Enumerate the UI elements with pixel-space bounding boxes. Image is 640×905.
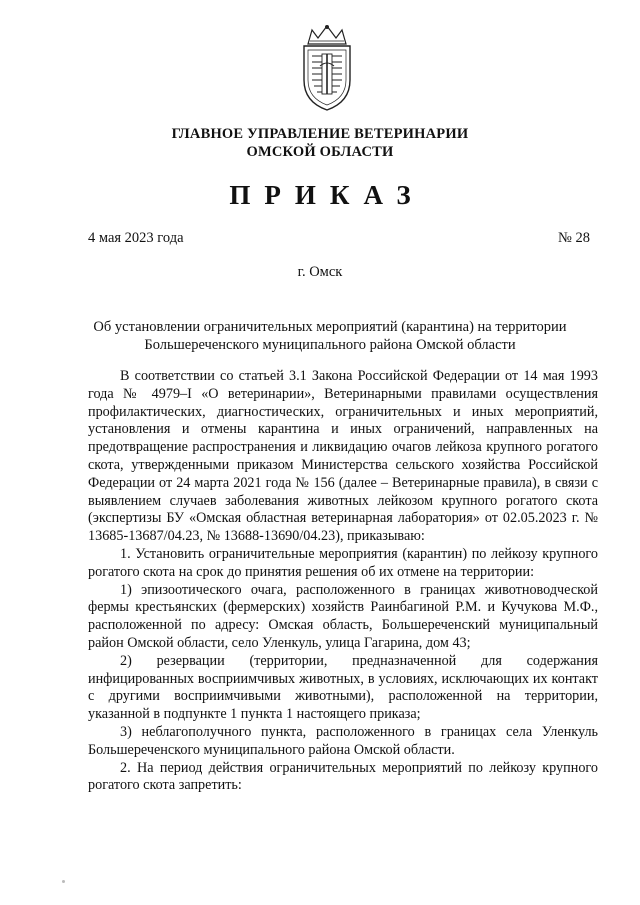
document-subject: Об установлении ограничительных мероприятий (карантина) на территории Большереченского муниципального района Омской области bbox=[93, 319, 567, 353]
document-body bbox=[88, 368, 598, 795]
coat-of-arms-emblem bbox=[298, 22, 356, 114]
subitem-1-paragraph: 1) эпизоотического очага, расположенного в границах животноводческой фермы крестьянских (фермерских) хозяйств Раинбагиной Р.М. и Кучукова М.Ф., расположенной по адресу: Омская область, Большереченский муниципальный район Омской области, село Уленкуль, улица Гагарина, дом 43; bbox=[88, 581, 598, 651]
scan-mark bbox=[62, 880, 65, 883]
subitem-2-paragraph: 2) резервации (территории, предназначенной для содержания инфицированных восприимчивых животных, в условиях, исключающих их контакт с другими восприимчивыми животными), расположенной на территории, указанной в подпункте 1 пункта 1 настоящего приказа; bbox=[88, 652, 598, 723]
organization-name-line1: ГЛАВНОЕ УПРАВЛЕНИЕ ВЕТЕРИНАРИИ bbox=[171, 126, 469, 142]
coat-of-arms-icon bbox=[298, 22, 356, 114]
document-date: 4 мая 2023 года bbox=[88, 230, 184, 246]
document-city: г. Омск bbox=[297, 264, 343, 280]
document-number: № 28 bbox=[558, 230, 590, 246]
preamble-paragraph: В соответствии со статьей 3.1 Закона Российской Федерации от 14 мая 1993 года № 4979–I «О ветеринарии», Ветеринарными правилами осуществления профилактических, диагностических, ограничительных и иных мероприятий, установления и отмены карантина и иных ограничений, направленных на предотвращение распространения и ликвидацию очагов лейкоза крупного рогатого скота, утвержденными приказом Министерства сельского хозяйства Российской Федерации от 24 марта 2021 года № 156 (далее – Ветеринарные правила), в связи с выявлением случаев заболевания животных лейкозом крупного рогатого скота (экспертизы БУ «Омская областная ветеринарная лаборатория» от 02.05.2023 г. № 13685-13687/04.23, № 13688-13690/04.23), приказываю: bbox=[88, 368, 598, 545]
item-1-paragraph: 1. Установить ограничительные мероприятия (карантин) по лейкозу крупного рогатого скота на срок до принятия решения об их отмене на территории: bbox=[88, 545, 598, 580]
document-title: ПРИКАЗ bbox=[229, 180, 425, 210]
item-2-paragraph: 2. На период действия ограничительных мероприятий по лейкозу крупного рогатого скота запретить: bbox=[88, 759, 598, 794]
organization-name-line2: ОМСКОЙ ОБЛАСТИ bbox=[246, 144, 394, 160]
subitem-3-paragraph: 3) неблагополучного пункта, расположенного в границах села Уленкуль Большереченского муниципального района Омской области. bbox=[88, 723, 598, 758]
